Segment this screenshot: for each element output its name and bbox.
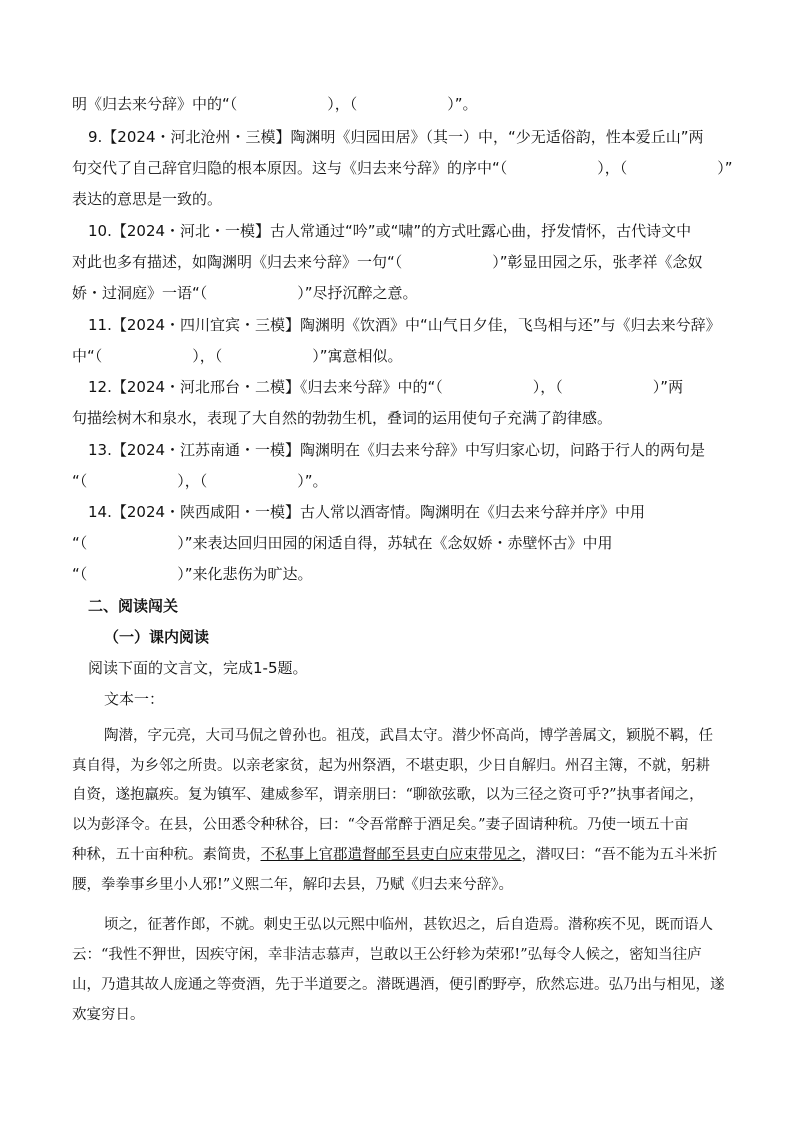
text1-label: 文本一：: [104, 690, 165, 708]
question-14-line3: “（ ）”来化悲伤为旷达。: [72, 565, 313, 583]
question-8-tail: 明《归去来兮辞》中的“（ ），（ ）”。: [72, 95, 478, 113]
passage-line: 陶潜，字元亮，大司马侃之曾孙也。祖茂，武昌太守。潜少怀高尚，博学善属文，颖脱不羁，任: [104, 728, 713, 744]
question-9-line3: 表达的意思是一致的。: [72, 190, 223, 208]
question-10-line2: 对此也多有描述，如陶渊明《归去来兮辞》一句“（ ）”彰显田园之乐，张孝祥《念奴: [72, 253, 703, 271]
section-heading: 二、阅读闯关: [88, 597, 179, 615]
passage-line: 腰，拳拳事乡里小人邪!”义熙二年，解印去县，乃赋《归去来兮辞》。: [72, 877, 513, 893]
question-11-line1: 11.【2024・四川宜宾・三模】陶渊明《饮酒》中“山气日夕佳，飞鸟相与还”与《归去来兮辞》: [88, 316, 721, 334]
passage-segment: ，潜叹曰：“吾不能为五斗米折: [521, 847, 718, 863]
passage-line: [72, 843, 738, 864]
question-13-line2: “（ ），（ ）”。: [72, 472, 328, 490]
question-9-line1: 9.【2024・河北沧州・三模】陶渊明《归园田居》（其一）中，“少无适俗韵，性本爱丘山”两: [88, 128, 704, 146]
question-12-line2: 句描绘树木和泉水，表现了大自然的勃勃生机，叠词的运用使句子充满了韵律感。: [72, 409, 613, 427]
question-14-line2: “（ ）”来表达回归田园的闲适自得，苏轼在《念奴娇・赤壁怀古》中用: [72, 534, 613, 552]
question-10-line3: 娇・过洞庭》一语“（ ）”尽抒沉醉之意。: [72, 284, 418, 302]
question-10-line1: 10.【2024・河北・一模】古人常通过“吟”或“啸”的方式吐露心曲，抒发情怀，古代诗文中: [88, 222, 692, 240]
passage-line: 云：“我性不狎世，因疾守闲，幸非洁志慕声，岂敢以王公纡轸为荣邪!”弘每令人候之，密知当往庐: [72, 947, 702, 963]
instruction-text: 阅读下面的文言文，完成1-5题。: [88, 659, 308, 677]
passage-line: 真自得，为乡邻之所贵。以亲老家贫，起为州祭酒，不堪吏职，少日自解归。州召主簿，不就，躬耕: [72, 758, 710, 774]
underlined-sentence: 不私事上官郡遣督邮至县吏白应束带见之: [260, 847, 522, 863]
subsection-heading: （一）课内阅读: [104, 628, 210, 646]
question-11-line2: 中“（ ），（ ）”寓意相似。: [72, 347, 403, 365]
question-9-line2: 句交代了自己辞官归隐的根本原因。这与《归去来兮辞》的序中“（ ），（ ）”: [72, 159, 733, 177]
question-13-line1: 13.【2024・江苏南通・一模】陶渊明在《归去来兮辞》中写归家心切，问路于行人的两句是: [88, 441, 706, 459]
passage-line: 自资，遂抱羸疾。复为镇军、建威参军，谓亲朋曰：“聊欲弦歌，以为三径之资可乎?”执事者闻之，: [72, 787, 704, 803]
passage-line: 欢宴穷日。: [72, 1007, 145, 1023]
question-14-line1: 14.【2024・陕西咸阳・一模】古人常以酒寄情。陶渊明在《归去来兮辞并序》中用: [88, 503, 646, 521]
question-12-line1: 12.【2024・河北邢台・二模】《归去来兮辞》中的“（ ），（ ）”两: [88, 378, 684, 396]
passage-segment: 种秫，五十亩种秔。素简贵，: [72, 847, 261, 863]
passage-line: 山，乃遣其故人庞通之等赍酒，先于半道要之。潜既遇酒，便引酌野亭，欣然忘进。弘乃出与相见，遂: [72, 977, 725, 993]
passage-line: 顷之，征著作郎，不就。刺史王弘以元熙中临州，甚钦迟之，后自造焉。潜称疾不见，既而语人: [104, 917, 713, 933]
passage-line: 以为彭泽令。在县，公田悉令种秫谷，曰：“令吾常醉于酒足矣。”妻子固请种秔。乃使一顷五十亩: [72, 817, 689, 833]
